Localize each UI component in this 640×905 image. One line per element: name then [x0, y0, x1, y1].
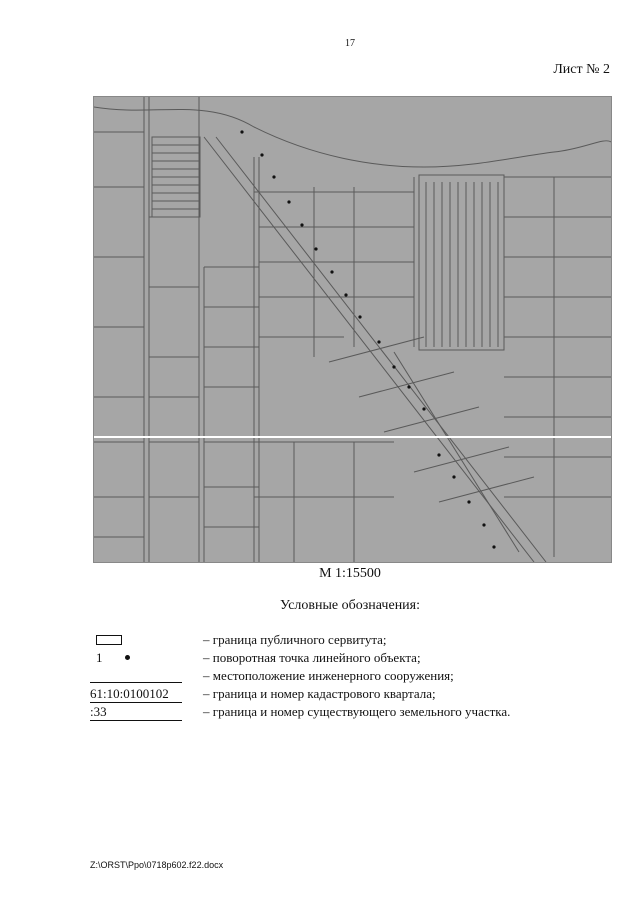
land-plot-code: :33 — [90, 704, 182, 721]
cadastral-quarter-code: 61:10:0100102 — [90, 686, 182, 703]
point-number: 1 — [96, 650, 103, 665]
legend-symbol-code — [90, 686, 182, 703]
legend-description: – поворотная точка линейного объекта; — [203, 650, 421, 666]
legend-item-cadastral-quarter — [90, 686, 620, 703]
map-scale: М 1:15500 — [319, 566, 381, 581]
cadastral-map-drawing — [94, 97, 611, 562]
legend-item-engineering-structure — [90, 668, 620, 685]
legend-title: Условные обозначения: — [279, 598, 421, 613]
legend-item-turning-point — [90, 650, 620, 667]
legend-item-servitude-boundary — [90, 632, 620, 649]
point-dot-icon — [125, 655, 130, 660]
footer-file-path: Z:\ORST\Ppo\0718p602.f22.docx — [90, 860, 224, 870]
legend-description: – местоположение инженерного сооружения; — [203, 668, 454, 684]
legend-symbol-point — [90, 650, 182, 667]
legend-symbol-code — [90, 704, 182, 721]
legend-description: – граница публичного сервитута; — [203, 632, 387, 648]
legend-symbol-line — [90, 668, 182, 685]
page-number: 17 — [345, 38, 355, 49]
parcel-grid — [94, 97, 611, 562]
legend-description: – граница и номер кадастрового квартала; — [203, 686, 436, 702]
legend-symbol-rectangle — [90, 632, 182, 649]
sheet-label: Лист № 2 — [553, 62, 610, 77]
cadastral-map — [93, 96, 612, 563]
legend-item-land-plot — [90, 704, 620, 721]
legend-description: – граница и номер существующего земельного участка. — [203, 704, 510, 720]
turning-points — [240, 130, 495, 548]
